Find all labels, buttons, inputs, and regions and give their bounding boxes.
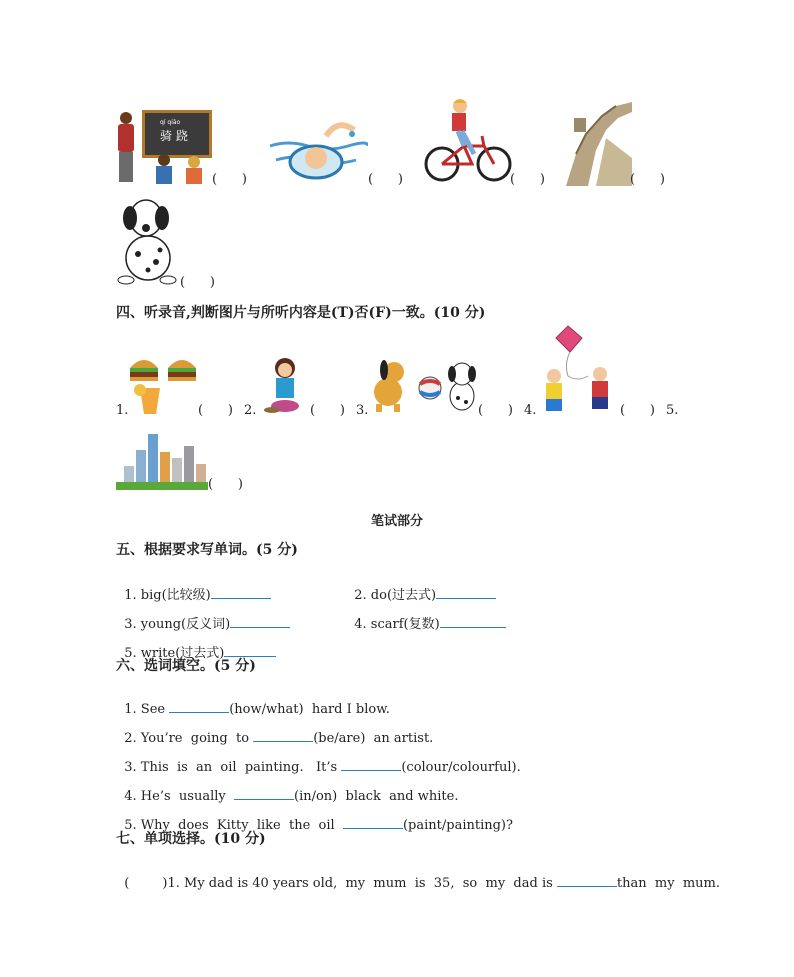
row1-answer-4[interactable]: ( ) [630, 172, 665, 187]
section4-title: 四、听录音,判断图片与所听内容是(T)否(F)一致。(10 分) [116, 305, 486, 321]
kids-flying-kite-picture [538, 324, 618, 414]
s6-blank-5[interactable] [343, 816, 403, 829]
s4-num-4: 4. [524, 403, 537, 418]
s4-num-1: 1. [116, 403, 129, 418]
s4-answer-5[interactable]: ( ) [208, 477, 243, 492]
s6-blank-2[interactable] [253, 729, 313, 742]
row1-answer-3[interactable]: ( ) [510, 172, 545, 187]
s5-item-1: 1. big(比较级) [116, 569, 271, 603]
s6-item-2: 2. You’re going to (be/are) an artist. [124, 731, 434, 746]
s6-item-5: 5. Why does Kitty like the oil (paint/painting)? [124, 818, 513, 833]
section7-title: 七、单项选择。(10 分) [116, 831, 266, 847]
chalk-pinyin: qí qiāo [160, 119, 181, 126]
section6-title: 六、选词填空。(5 分) [116, 658, 256, 674]
swimming-boy-picture [268, 112, 368, 186]
s4-answer-2[interactable]: ( ) [310, 403, 345, 418]
chalk-chars: 骑 跷 [160, 129, 188, 143]
s5-item-4: 4. scarf(复数) [346, 598, 506, 632]
s6-item-1: 1. See (how/what) hard I blow. [124, 702, 390, 717]
s4-answer-3[interactable]: ( ) [478, 403, 513, 418]
s4-answer-1[interactable]: ( ) [198, 403, 233, 418]
teacher-chalkboard-picture [112, 104, 216, 186]
s6-item-4: 4. He’s usually (in/on) black and white. [124, 789, 459, 804]
dogs-and-ball-picture [368, 358, 480, 414]
written-part-title: 笔试部分 [370, 514, 423, 529]
s4-num-5: 5. [666, 403, 679, 418]
city-buildings-picture [116, 430, 208, 490]
boy-riding-bike-picture [422, 98, 514, 186]
s5-item-2: 2. do(过去式) [346, 569, 496, 603]
dalmatian-dog-picture [112, 196, 184, 286]
s7-blank-1[interactable] [557, 874, 617, 887]
burger-juice-picture [128, 352, 200, 414]
s6-blank-3[interactable] [341, 758, 401, 771]
s4-num-2: 2. [244, 403, 257, 418]
row2-answer[interactable]: ( ) [180, 275, 215, 290]
s6-blank-4[interactable] [234, 787, 294, 800]
s6-item-3: 3. This is an oil painting. It’s (colour/colourful). [124, 760, 521, 775]
s5-item-3: 3. young(反义词) [116, 598, 290, 632]
row1-answer-2[interactable]: ( ) [368, 172, 403, 187]
s7-question-1: ( )1. My dad is 40 years old, my mum is 35, so my dad is than my mum. [124, 876, 721, 891]
s5-blank-4[interactable] [440, 615, 506, 628]
great-wall-picture [566, 98, 632, 186]
s5-item-5: 5. write(过去式) [116, 627, 276, 661]
row1-answer-1[interactable]: ( ) [212, 172, 247, 187]
s6-blank-1[interactable] [169, 700, 229, 713]
s4-answer-4[interactable]: ( ) [620, 403, 655, 418]
section5-title: 五、根据要求写单词。(5 分) [116, 542, 298, 558]
s4-num-3: 3. [356, 403, 369, 418]
girl-eating-picture [262, 356, 308, 416]
